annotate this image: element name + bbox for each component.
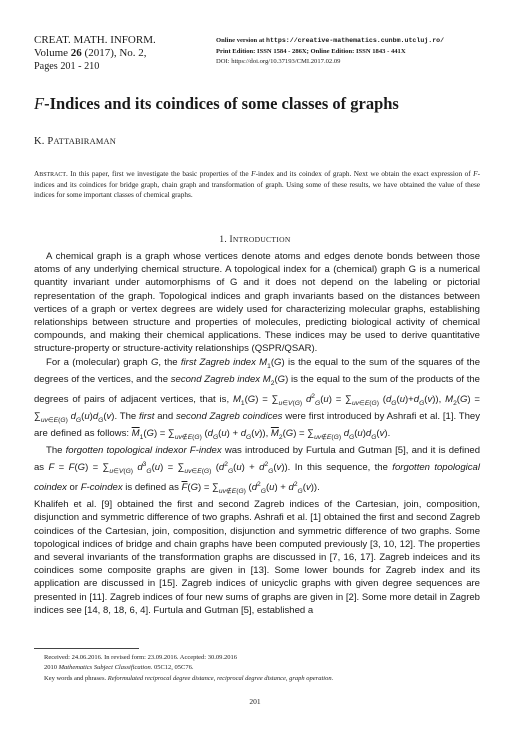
footnote-rule xyxy=(34,648,139,649)
footnote xyxy=(44,653,333,684)
paragraph-4: Khalifeh et al. [9] obtained the first and second Zagreb indices of the Cartesian, join, composition, disjunction and symmetric difference of two graphs. Ashrafi et al. [1] obtained the first and second Zagreb coindices of the Cartesian, join, composition, disjunction and symmetric difference of two graphs. Some topological indices of bridge and chain graphs have been computed previously [3, 10, 12]. The properties and several invariants of the transformation graphs are discussed in [7, 16, 17]. Zagreb indeices and its coindices some composite graphs are given in [13]. Some lower bounds for Zagreb index and its application are discussed in [15]. Zagreb indices of unicyclic graphs with given degree sequences are presented in [11]. Zagreb indices of four new sums of graphs are given in [2]. Some more detail in Zagreb indices see [14, 8, 18, 6, 4]. Furtula and Gutman [5], established a xyxy=(34,499,480,616)
paper-title: F-Indices and its coindices of some classes of graphs xyxy=(34,94,399,113)
section-heading: 1. INTRODUCTION xyxy=(219,234,291,244)
journal-name: CREAT. MATH. INFORM. xyxy=(34,34,156,46)
author-name: K. PATTABIRAMAN xyxy=(34,136,116,147)
paragraph-3: The forgotten topological indexor F-index was introduced by Furtula and Gutman [5], and it is defined as $F = F(G) = \sum_{u\in V(G)}$ $d^3_G(u) = \sum_{uv\in E(G)}$ $(d^2_G(u) + d^2_G(v))$. In this sequence, the forgotten topological coindex or F-coindex is defined as $\overline{F}(G) = \sum_{uv\notin E(G)}$ $(d^2_G(u) + d^2_G(v))$. xyxy=(34,445,481,495)
page-number: 201 xyxy=(249,697,261,706)
journal-volume: Volume 26 (2017), No. 2, xyxy=(34,47,147,59)
online-url-link[interactable]: https://creative-mathematics.cunbm.utcluj.ro/ xyxy=(266,37,445,44)
msc-classification: 2010 Mathematics Subject Classification. 05C12, 05C76. xyxy=(44,664,194,672)
publication-info xyxy=(216,36,444,68)
journal-pages: Pages 201 - 210 xyxy=(34,61,100,72)
issn-line: Print Edition: ISSN 1584 - 286X; Online Edition: ISSN 1843 - 441X xyxy=(216,47,406,55)
online-version: Online version at https://creative-mathematics.cunbm.utcluj.ro/ xyxy=(216,37,445,44)
doi-line[interactable]: DOI: https://doi.org/10.37193/CMI.2017.02.09 xyxy=(216,58,341,65)
paragraph-1: A chemical graph is a graph whose vertices denote atoms and edges denote bonds between those atoms of any underlying chemical structure. A topological index for a (chemical) graph G is a numerical quantity invariant under automorphisms of G and it does not depend on the labeling or pictorial representation of the graph. Topological indices and graph invariants based on the distances between vertices of a graph or vertex degrees are widely used for characterizing molecular graphs, establishing relationships between structure and properties of molecules, predicting biological activity of chemical compounds, and making their chemical applications. These indices may be used to derive quantitative structure-property or structure-activity relationships (QSPR/QSAR). xyxy=(34,251,480,355)
journal-header xyxy=(34,34,156,73)
received-dates: Received: 24.06.2016. In revised form: 23.09.2016. Accepted: 30.09.2016 xyxy=(44,654,237,661)
body-text xyxy=(34,250,480,617)
paragraph-2: For a (molecular) graph G, the first Zagreb index $M_1(G)$ is the equal to the sum of the squares of the degrees of the vertices, and the second Zagreb index $M_2(G)$ is the equal to the sum of the products of the degrees of pairs of adjacent vertices, that is, $M_1(G) = \sum_{u\in V(G)}$ $d^2_G(u) = \sum_{uv\in E(G)}$ $(d_G(u)+d_G(v))$, $M_2(G) = \sum_{uv\in E(G)}$ $d_G(u)d_G(v)$. The first and second Zagreb coindices were first introduced by Ashrafi et al. [1]. They are defined as follows: $\overline{M}_1(G) = \sum_{uv\notin E(G)}$ $(d_G(u) + d_G(v))$, $\overline{M}_2(G) = \sum_{uv\notin E(G)}$ $d_G(u)d_G(v)$. xyxy=(34,356,481,442)
keywords: Key words and phrases. Reformulated reciprocal degree distance, reciprocal degree distance, graph operation. xyxy=(44,674,334,682)
abstract: ABSTRACT. In this paper, first we investigate the basic properties of the F-index and its coindex of graph. Next we obtain the exact expression of F-indices and its coindices for bridge graph, chain graph and transformation of graph. Using some of these results, we have obtained the value of these indices for some important classes of chemical graphs. xyxy=(34,170,480,200)
